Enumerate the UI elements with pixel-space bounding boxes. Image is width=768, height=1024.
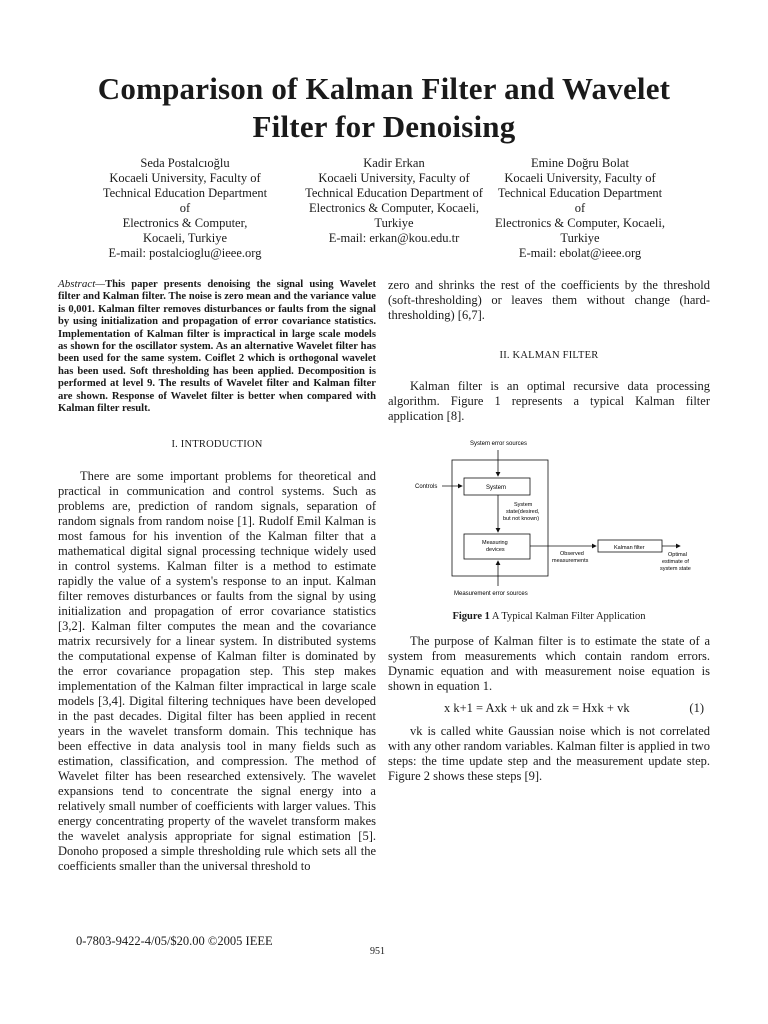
author-block-1: [60, 156, 310, 261]
equation-formula: x k+1 = Axk + uk and zk = Hxk + vk: [444, 701, 630, 715]
title-line-2: Filter for Denoising: [252, 109, 516, 144]
equation-number: (1): [689, 701, 704, 715]
label-system: System: [486, 485, 507, 491]
label-observed-measurements: Observed: [560, 551, 584, 557]
label-measuring-devices: devices: [486, 547, 505, 553]
author-2-line: Kocaeli University, Faculty of: [318, 171, 470, 185]
kalman-filter-diagram: [410, 436, 700, 606]
author-3-line: Technical Education Department: [497, 186, 663, 200]
figure-caption-text: A Typical Kalman Filter Application: [489, 611, 646, 622]
label-optimal-estimate: system state: [660, 566, 691, 572]
section-heading-introduction: I. INTRODUCTION: [171, 439, 263, 451]
author-2-line: Turkiye: [374, 216, 414, 230]
label-observed-measurements: measurements: [552, 558, 589, 564]
author-3-line: of: [574, 201, 586, 215]
page-number: 951: [370, 946, 385, 957]
author-1-line: Electronics & Computer,: [122, 216, 248, 230]
figure-caption: [388, 611, 710, 622]
noise-paragraph: [388, 724, 710, 784]
author-1-line: of: [179, 201, 191, 215]
author-2-line: Electronics & Computer, Kocaeli,: [309, 201, 479, 215]
label-system-state: but not known): [503, 516, 540, 522]
purpose-paragraph: [388, 634, 710, 694]
noise-text: vk is called white Gaussian noise which is not correlated with any other random variables. Kalman filter is applied in two steps: the time update step and the measurement update step. Figure 2 shows these steps [9].: [388, 724, 710, 783]
introduction-continuation: zero and shrinks the rest of the coefficients by the threshold (soft-thresholding) or leaves them without change (hard-thresholding) [6,7].: [388, 278, 710, 322]
label-controls: Controls: [415, 484, 438, 490]
paper-title: [0, 70, 768, 146]
section-heading-kalman-filter: II. KALMAN FILTER: [499, 350, 599, 361]
equation-1: [388, 701, 710, 719]
label-optimal-estimate: estimate of: [662, 559, 689, 565]
label-measuring-devices: Measuring: [482, 540, 508, 546]
introduction-text: There are some important problems for theoretical and practical in communication and control systems. Such as problems are, prediction of random signals, separation of random signals from random noise [1]. Rudolf Emil Kalman is most famous for his invention of the Kalman filter that a mathematical digital signal processing technique widely used in control systems. Kalman filter is a method to estimate rapidly the value of a system's response to an input. Kalman filter removes disturbances or faults from the signal by using initialization and propagation of error covariance statistics [3,2]. Kalman filter computes the mean and the covariance matrix recursively for a linear system. In distributed systems the computational expense of Kalman filter is dominated by the error covariance propagation step. This step makes implementation of the Kalman filter impractical in large scale models [3,4]. Digital filtering techniques have been developed in the past decades. Digital filter has been applied in recent years in the wavelet transform domain. This technique has been effective in data analysis tool in many fields such as estimation, classification, and compression. The method of Wavelet filter has been researched extensively. The wavelet expansions tend to concentrate the signal energy into a relatively small number of coefficients with larger values. This energy concentrating property of the wavelet transform makes the wavelet analysis appropriate for signal estimation [5]. Donoho proposed a simple thresholding rule which sets all the coefficients smaller than the universal threshold to: [58, 469, 376, 874]
author-2-line: Technical Education Department of: [305, 186, 483, 200]
label-optimal-estimate: Optimal: [668, 552, 687, 558]
author-block-3: [478, 156, 682, 261]
author-1-line: Technical Education Department: [102, 186, 268, 200]
left-column: [58, 278, 376, 874]
purpose-text: The purpose of Kalman filter is to estimate the state of a system from measurements which contain random errors. Dynamic equation and with measurement noise equation is shown in equation 1.: [388, 634, 710, 693]
abstract: [58, 278, 376, 415]
author-3-name: Emine Doğru Bolat: [531, 156, 629, 170]
label-system-error-sources: System error sources: [470, 441, 528, 447]
copyright-line: 0-7803-9422-4/05/$20.00 ©2005 IEEE: [76, 934, 273, 948]
label-measurement-error-sources: Measurement error sources: [454, 591, 528, 597]
author-1-line: Kocaeli University, Faculty of: [109, 171, 261, 185]
label-system-state: state(desired,: [506, 509, 540, 515]
figure-caption-label: Figure 1: [452, 611, 490, 622]
author-2-email: E-mail: erkan@kou.edu.tr: [328, 231, 460, 245]
title-line-1: Comparison of Kalman Filter and Wavelet: [97, 71, 671, 106]
label-system-state: System: [514, 502, 533, 508]
author-1-email: E-mail: postalcioglu@ieee.org: [108, 246, 262, 260]
label-kalman-filter: Kalman filter: [614, 545, 645, 551]
author-3-line: Turkiye: [560, 231, 600, 245]
author-3-line: Electronics & Computer, Kocaeli,: [495, 216, 665, 230]
author-block-2: [284, 156, 504, 246]
author-2-name: Kadir Erkan: [363, 156, 425, 170]
kalman-intro-text: Kalman filter is an optimal recursive data processing algorithm. Figure 1 represents a typical Kalman filter application [8].: [388, 379, 710, 423]
abstract-text: This paper presents denoising the signal using Wavelet filter and Kalman filter. The noise is zero mean and the variance value is 0,001. Kalman filter removes disturbances or faults from the signal by using initialization and propagation of error covariance statistics. Implementation of Kalman filter is impractical in large scale models as shown for the oscillator system. As an alternative Wavelet filter has been used for the same system. Coiflet 2 which is orthogonal wavelet has been used. Soft thresholding has been applied. Decomposition is performed at level 9. The results of Wavelet filter and Kalman filter are shown. Response of Wavelet filter is better when compared with Kalman filter result.: [58, 279, 376, 415]
abstract-label: Abstract—: [58, 278, 106, 290]
author-3-line: Kocaeli University, Faculty of: [504, 171, 656, 185]
author-3-email: E-mail: ebolat@ieee.org: [518, 246, 642, 260]
author-1-line: Kocaeli, Turkiye: [142, 231, 228, 245]
author-1-name: Seda Postalcıoğlu: [140, 156, 230, 170]
right-column: [388, 278, 710, 424]
